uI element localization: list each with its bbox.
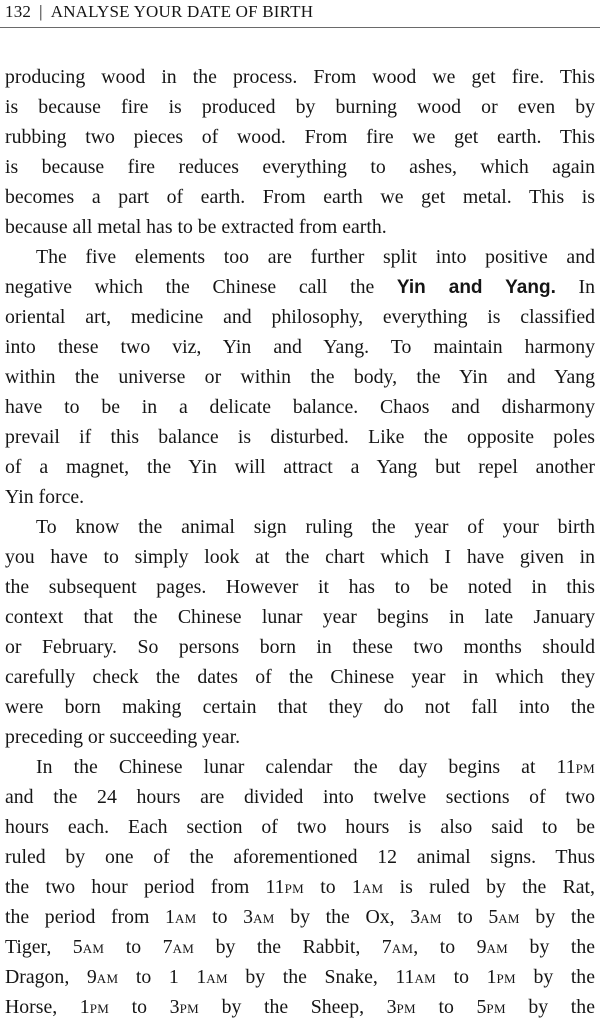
small-caps-am: AM: [420, 911, 442, 926]
small-caps-pm: PM: [396, 1001, 416, 1016]
text-run: to 1: [303, 876, 362, 898]
text-run: by the Snake, 11: [227, 966, 415, 988]
running-header: [5, 1, 313, 23]
text-line: oriental art, medicine and philosophy, everything is classified: [5, 306, 595, 328]
header-rule: [0, 27, 600, 28]
text-run: by the: [519, 906, 596, 928]
text-line: [5, 902, 595, 932]
text-run: to 5: [415, 996, 487, 1018]
text-line: carefully check the dates of the Chinese year in which they: [5, 666, 595, 688]
text-run: Dragon, 9: [5, 966, 97, 988]
text-run: to 3: [109, 996, 180, 1018]
text-line: have to be in a delicate balance. Chaos and disharmony: [5, 396, 595, 418]
text-run: the period from 1: [5, 906, 175, 928]
text-run: to 1 1: [118, 966, 207, 988]
text-line: hours each. Each section of two hours is also said to be: [5, 816, 595, 838]
text-run: to 5: [441, 906, 499, 928]
text-line: rubbing two pieces of wood. From fire we get earth. This: [5, 126, 595, 148]
text-run: to 1: [436, 966, 497, 988]
text-line: [5, 752, 595, 782]
text-line: ruled by one of the aforementioned 12 animal signs. Thus: [5, 846, 595, 868]
small-caps-am: AM: [174, 911, 197, 926]
text-run: Tiger, 5: [5, 936, 83, 958]
text-line: preceding or succeeding year.: [5, 726, 241, 748]
text-run: In the Chinese lunar calendar the day begins at 11: [36, 756, 576, 778]
page-number: 132: [5, 2, 32, 21]
text-line: The five elements too are further split into positive and: [36, 246, 595, 268]
text-line: [5, 992, 595, 1022]
small-caps-am: AM: [391, 941, 414, 956]
small-caps-am: AM: [361, 881, 384, 896]
small-caps-pm: PM: [575, 761, 595, 776]
small-caps-am: AM: [414, 971, 437, 986]
small-caps-am: AM: [486, 941, 509, 956]
text-line: because all metal has to be extracted from earth.: [5, 216, 387, 238]
text-line: and the 24 hours are divided into twelve sections of two: [5, 786, 595, 808]
text-run: to 7: [104, 936, 173, 958]
text-line: prevail if this balance is disturbed. Like the opposite poles: [5, 426, 595, 448]
text-line: into these two viz, Yin and Yang. To maintain harmony: [5, 336, 595, 358]
text-line: producing wood in the process. From wood we get fire. This: [5, 66, 595, 88]
text-line: [5, 872, 595, 902]
text-run: by the: [508, 936, 596, 958]
small-caps-am: AM: [96, 971, 119, 986]
text-run: by the: [505, 996, 595, 1018]
text-line: To know the animal sign ruling the year of your birth: [36, 516, 595, 538]
small-caps-am: AM: [498, 911, 520, 926]
text-line: [5, 962, 595, 992]
text-run: by the Rabbit, 7: [194, 936, 392, 958]
text-run: In: [555, 276, 595, 298]
text-run: to 3: [196, 906, 254, 928]
text-line: is because fire is produced by burning wood or even by: [5, 96, 595, 118]
text-line: becomes a part of earth. From earth we get metal. This is: [5, 186, 595, 208]
text-line: within the universe or within the body, the Yin and Yang: [5, 366, 595, 388]
text-run: the two hour period from 11: [5, 876, 285, 898]
text-line: of a magnet, the Yin will attract a Yang but repel another: [5, 456, 595, 478]
small-caps-am: AM: [253, 911, 275, 926]
text-line: the subsequent pages. However it has to be noted in this: [5, 576, 595, 598]
emphasis-yin-and-yang: Yin and Yang.: [396, 277, 556, 298]
body-text: [5, 62, 595, 1022]
text-line: is because fire reduces everything to ashes, which again: [5, 156, 595, 178]
small-caps-pm: PM: [486, 1001, 506, 1016]
small-caps-am: AM: [206, 971, 228, 986]
text-line: Yin force.: [5, 486, 85, 508]
small-caps-pm: PM: [496, 971, 516, 986]
text-line: or February. So persons born in these two months should: [5, 636, 595, 658]
text-run: Horse, 1: [5, 996, 90, 1018]
small-caps-pm: PM: [284, 881, 304, 896]
chapter-title: ANALYSE YOUR DATE OF BIRTH: [50, 2, 314, 21]
small-caps-pm: PM: [179, 1001, 199, 1016]
small-caps-am: AM: [82, 941, 105, 956]
text-line: [5, 272, 595, 302]
text-run: , to 9: [413, 936, 487, 958]
text-run: negative which the Chinese call the: [5, 276, 397, 298]
text-line: context that the Chinese lunar year begins in late January: [5, 606, 595, 628]
text-line: [5, 932, 595, 962]
header-separator: |: [39, 2, 43, 21]
small-caps-pm: PM: [89, 1001, 110, 1016]
text-run: by the Ox, 3: [274, 906, 421, 928]
text-run: is ruled by the Rat,: [383, 876, 596, 898]
text-line: you have to simply look at the chart which I have given in: [5, 546, 595, 568]
text-run: by the: [515, 966, 595, 988]
small-caps-am: AM: [172, 941, 195, 956]
text-run: by the Sheep, 3: [198, 996, 397, 1018]
text-line: were born making certain that they do not fall into the: [5, 696, 595, 718]
